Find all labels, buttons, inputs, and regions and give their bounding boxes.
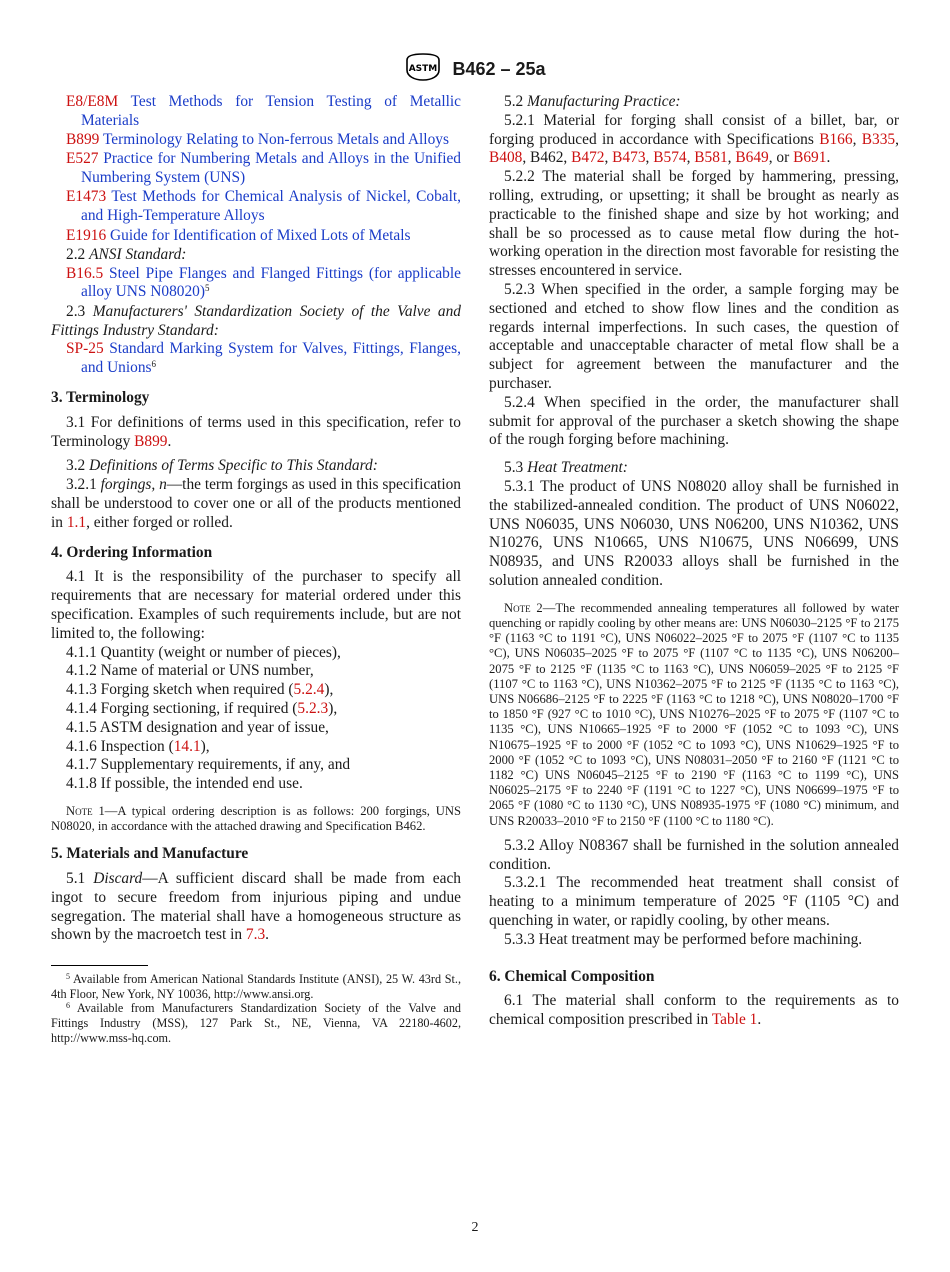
ref-title[interactable]: Standard Marking System for Valves, Fittings, Flanges, and Unions <box>81 340 461 377</box>
footnote-marker: 6 <box>151 359 157 370</box>
ref-title[interactable]: Guide for Identification of Mixed Lots of Metals <box>110 226 411 244</box>
spec-link[interactable]: B649 <box>735 149 769 167</box>
ref-b16-5 <box>51 265 461 303</box>
document-designation: B462 – 25a <box>452 59 546 79</box>
spec-link[interactable]: B408 <box>489 149 523 167</box>
list-item: 4.1.1 Quantity (weight or number of pieces), <box>66 643 341 661</box>
ref-code-link[interactable]: E527 <box>66 150 99 168</box>
paragraph-4-1: 4.1 It is the responsibility of the purchaser to specify all requirements that are necessary for material ordered under this specification. Examples of such requirements include, but are not limited to, the following: <box>51 568 461 642</box>
spec-link[interactable]: B581 <box>694 149 728 167</box>
footnote-6: $^6$ Available from Manufacturers Standardization Society of the Valve and Fittings Industry (MSS), 127 Park St., NE, Vienna, VA 22180-4602, http://www.mss-hq.com. <box>51 1001 462 1045</box>
paragraph-3-2-1: 3.2.1 forgings, n—the term forgings as used in this specification shall be understood to cover one or all of the products mentioned in 1.1, either forged or rolled. <box>51 476 461 531</box>
ref-e1473 <box>51 188 461 226</box>
xref-link[interactable]: 7.3 <box>245 926 266 944</box>
ref-title[interactable]: Terminology Relating to Non-ferrous Metals and Alloys <box>102 131 449 149</box>
ref-b899 <box>51 131 461 150</box>
left-column <box>51 93 461 1045</box>
xref-link[interactable]: 14.1 <box>173 737 201 755</box>
note-2: Note 2—The recommended annealing temperatures all followed by water quenching or rapidly cooling by other means are: UNS N06030–2125 °F to 2175 °F (1163 °C to 1191 °C), UNS N06022–2025 °F to 2075 °F (1107 °C to 1135 °C), UNS N06035–2025 °F to 2075 °F (1107 °C to 1135 °C), UNS N06200–2075 °F to 2125 °F (1135 °C to 1163 °C), UNS N06059–2025 °F to 2125 °F (1107 °C to 1163 °C), UNS N10362–2075 °F to 2125 °F (1135 °C to 1163 °C), UNS N06686–2125 °F to 2225 °F (1163 °C to 1218 °C), UNS N08020–1700 °F to 1850 °F (927 °C to 1010 °C), UNS N10276–2025 °F to 2075 °F (1107 °C to 1135 °C), UNS N10665–1925 °F to 2000 °F (1052 °C to 1093 °C), UNS N10675–1925 °F to 2000 °F (1052 °C to 1093 °C), UNS N10629–1925 °F to 2000 °F (1052 °C to 1093 °C), UNS N08031–2050 °F to 2160 °F (1121 °C to 1182 °C) UNS N06045–2125 °F to 2190 °F (1163 °C to 1199 °C), UNS N06025–2175 °F to 2240 °F (1191 °C to 1227 °C), UNS N06699–1975 °F to 2065 °F (1080 °C to 1130 °C), UNS N08935-1975 °F (1080 °C) minimum, and UNS R20033–2010 °F to 2150 °F (1100 °C to 1180 °C). <box>489 600 899 828</box>
ref-code-link[interactable]: E1916 <box>66 226 107 244</box>
ref-code-link[interactable]: B16.5 <box>66 264 104 282</box>
xref-link[interactable]: 1.1 <box>66 513 87 531</box>
paragraph-5-2-3: 5.2.3 When specified in the order, a sample forging may be sectioned and etched to show flow lines and the condition as regards internal imperfections. In such cases, the question of acceptable and unacceptable character of metal flow shall be a subject for agreement between the manufacturer and the purchaser. <box>489 280 899 392</box>
section-heading-terminology: 3. Terminology <box>51 388 150 406</box>
subsection-2-2: 2.2 ANSI Standard: <box>66 245 187 263</box>
paragraph-3-2: 3.2 Definitions of Terms Specific to This Standard: <box>66 457 378 475</box>
paragraph-5-3-3: 5.3.3 Heat treatment may be performed before machining. <box>504 930 863 948</box>
xref-link[interactable]: 5.2.4 <box>293 681 325 699</box>
ref-title[interactable]: Test Methods for Chemical Analysis of Nickel, Cobalt, and High-Temperature Alloys <box>81 188 461 225</box>
paragraph-3-1: 3.1 For definitions of terms used in this specification, refer to Terminology B899. <box>51 413 461 450</box>
spec-link[interactable]: B691 <box>793 149 827 167</box>
list-item: 4.1.6 Inspection (14.1), <box>66 737 210 755</box>
section-heading-ordering: 4. Ordering Information <box>51 543 213 561</box>
ref-e527 <box>51 150 461 188</box>
paragraph-5-2: 5.2 Manufacturing Practice: <box>504 93 681 110</box>
subsection-2-3: 2.3 Manufacturers' Standardization Society of the Valve and Fittings Industry Standard: <box>51 302 461 339</box>
ref-e8 <box>51 93 461 131</box>
list-item: 4.1.5 ASTM designation and year of issue, <box>66 718 329 736</box>
list-item: 4.1.4 Forging sectioning, if required (5.2.3), <box>66 699 338 717</box>
section-heading-materials: 5. Materials and Manufacture <box>51 845 249 863</box>
ref-title[interactable]: Practice for Numbering Metals and Alloys in the Unified Numbering System (UNS) <box>81 150 461 187</box>
paragraph-5-3-2-1: 5.3.2.1 The recommended heat treatment shall consist of heating to a minimum temperature of 2025 °F (1105 °C) and quenching in water, or rapidly cooling, by other means. <box>489 874 899 929</box>
paragraph-5-1: 5.1 Discard—A sufficient discard shall be made from each ingot to secure freedom from injurious piping and undue segregation. The material shall have a homogeneous structure as shown by the macroetch test in 7.3. <box>51 870 461 944</box>
paragraph-5-2-1: 5.2.1 Material for forging shall consist of a billet, bar, or forging produced in accordance with Specifications B166, B335, B408, B462, B472, B473, B574, B581, B649, or B691. <box>489 111 899 167</box>
spec-link[interactable]: B473 <box>612 149 646 167</box>
xref-link[interactable]: 5.2.3 <box>297 699 329 717</box>
paragraph-5-3-2: 5.3.2 Alloy N08367 shall be furnished in the solution annealed condition. <box>489 836 899 873</box>
ref-e1916 <box>51 227 461 246</box>
svg-text:ASTM: ASTM <box>409 64 438 74</box>
page-number: 2 <box>471 1220 479 1235</box>
list-item: 4.1.2 Name of material or UNS number, <box>66 662 314 680</box>
section-heading-chemical: 6. Chemical Composition <box>489 967 655 985</box>
ref-title[interactable]: Steel Pipe Flanges and Flanged Fittings (for applicable alloy UNS N08020) <box>81 264 461 301</box>
paragraph-5-3: 5.3 Heat Treatment: <box>504 459 628 477</box>
paragraph-5-2-4: 5.2.4 When specified in the order, the manufacturer shall submit for approval of the purchaser a sketch showing the shape of the rough forging before machining. <box>489 393 899 449</box>
ref-code-link[interactable]: E8/E8M <box>66 93 119 110</box>
ref-sp-25 <box>51 340 461 378</box>
xref-link[interactable]: B899 <box>134 432 168 450</box>
note-1: Note 1—A typical ordering description is as follows: 200 forgings, UNS N08020, in accordance with the attached drawing and Specification B462. <box>51 803 461 834</box>
list-item: 4.1.3 Forging sketch when required (5.2.4), <box>66 681 334 699</box>
list-item: 4.1.7 Supplementary requirements, if any, and <box>66 756 351 774</box>
right-column <box>489 93 899 1030</box>
footnote-rule <box>51 965 148 966</box>
page-header <box>0 52 950 87</box>
paragraph-6-1: 6.1 The material shall conform to the requirements as to chemical composition prescribed in Table 1. <box>489 992 899 1029</box>
astm-logo-icon <box>404 52 442 87</box>
footnote-marker: 5 <box>204 283 210 294</box>
spec-link[interactable]: B166 <box>819 130 853 148</box>
ref-title[interactable]: Test Methods for Tension Testing of Metallic Materials <box>81 93 461 129</box>
paragraph-5-2-2: 5.2.2 The material shall be forged by hammering, pressing, rolling, extruding, or upsetting; it shall be brought as nearly as practicable to the finished shape and size by hot working; and shall be so processed as to cause metal flow during the hot-working operation in the direction most favorable for resisting the stresses encountered in service. <box>489 168 899 280</box>
list-item: 4.1.8 If possible, the intended end use. <box>66 775 303 793</box>
footnote-5: $^5$ Available from American National Standards Institute (ANSI), 25 W. 43rd St., 4th Floor, New York, NY 10036, http://www.ansi.org. <box>51 972 461 1001</box>
ref-code-link[interactable]: E1473 <box>66 188 107 206</box>
spec-link[interactable]: B472 <box>571 149 605 167</box>
ref-code-link[interactable]: SP-25 <box>66 340 104 358</box>
ref-code-link[interactable]: B899 <box>66 131 100 149</box>
spec-link[interactable]: B335 <box>861 130 896 148</box>
table-link[interactable]: Table 1 <box>711 1011 758 1029</box>
paragraph-5-3-1: 5.3.1 The product of UNS N08020 alloy shall be furnished in the stabilized-annealed condition. The product of UNS N06022, UNS N06035, UNS N06030, UNS N06200, UNS N10362, UNS N10276, UNS N10665, UNS N10675, UNS N06699, UNS N08935, and UNS R20033 alloys shall be furnished in the solution annealed condition. <box>489 477 899 589</box>
spec-link[interactable]: B574 <box>653 149 687 167</box>
